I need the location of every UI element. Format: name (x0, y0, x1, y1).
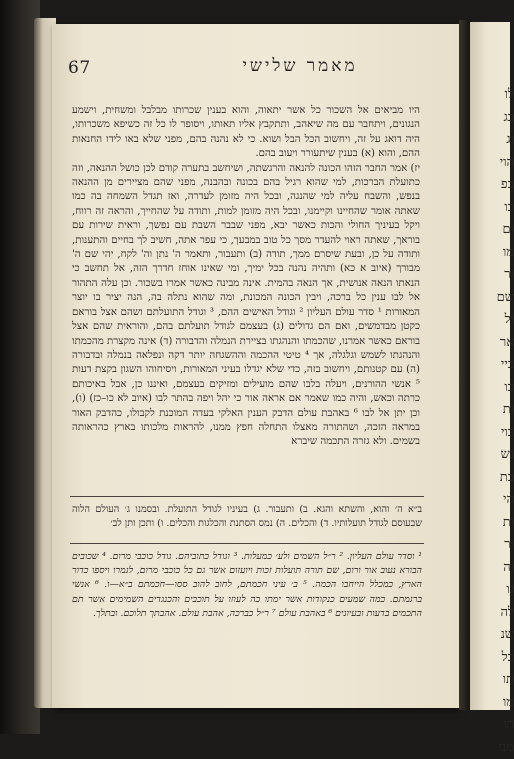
facing-page-fragment: הוי (474, 152, 514, 175)
facing-page-fragment: ור (474, 264, 514, 287)
facing-page-fragment: הי (474, 489, 514, 512)
facing-page-fragment: תו (474, 669, 514, 692)
footnotes: ¹ וסדר עולם העליון. ² ר״ל השמים ולע׳ כמעלות. ³ וגודל כתוביהם. גודל כוכבי מרום. ⁴ שכובים הבורא נעוב אור ורום, שם תורה תועלות זכות ויועזום אשר גם כל כוכבי מרום, לגמרו ויספו כדור הארץ, כמכלל הייחבו הכמה. ⁵ ב׳ עיני חכמתם, לחוב להוב ססו—חכמתם ב״א—ו. ⁶ אנשי ברגמתם. כמה שמעים כנקודות אשר ימתו כה לעוזו על תוכבים והכנגדים השמימים אשר תם התכמים בדעות ובעיונים ⁶ באהבת עולם ⁷ ר״ל כברכה, אהבת עולם. אהבתך תלוכם. ובתלך. (72, 550, 422, 621)
facing-page-fragment: מו (474, 692, 514, 715)
facing-page-fragment: בת (474, 467, 514, 490)
facing-page-fragment: לה (474, 602, 514, 625)
facing-page-fragment: הו (474, 714, 514, 737)
main-text (72, 104, 420, 450)
textual-variants: ב״א ה׳ והוא, והשתא והגא. ב) ותעבור. ג) בעיניו לגודל התועלת. ובסמנו ג׳ העולם הלוה שבעוסם לגודל תועלותיו. ד) והכלים. ה) נמס הסתנת והכלגות והכלים. ו) ותכן ותן לב׳ (72, 503, 422, 531)
facing-page-edge (470, 22, 510, 710)
facing-page-fragment: וג (474, 129, 514, 152)
facing-page-fragment: שם (474, 287, 514, 310)
paragraph-2: יז) אמר החבר הזהו הכונה להנאה והרגשתה, ושיחשב בתערה קודם לכן כושל ההנאה, וזה כתועלת הברכות, למי שהוא רגיל בהם בכונה ובהבנה, מפני שהם מציירים מן ההנאה בנפש, והשבח עליה למי שהנגה, ובכל היה מזומן לעדרה, ואז תגדל השמחה בה כמו שאתה אומר שהחיינו וקיימנו, ובכל היה מזומן למות, ותודה על שהחייך, והראה זה רווח, ויקל בעיניך החולי והכות כאשר יבא, מפני שבבר השבת עם נפשך, וראית שירות עם בוראך, שאתה ראוי להעדר מסך כל טוב במבעך, כי עפר אתה, חשיב לך בחיים והתענות, ותודה על כן, ובעת שיסרם ממך, תודה (ב) ותעבור, ותאמר ה' נתן וה' לקח, יהי שם ה' מבורך (איוב א כא) ותהיה נהנה בכל ימיך, ומי שאינו אוחז חדרך הזה, אל תחשב כי הנאתו הנאה אנושית, אך הנאה בהמית. אינה מבינה כאשר אמרו בשכור. וכן עלה התהור אל לבו ענין כל ברכה, ויבין הכונה המכונת, ומה שהוא נתלה בה, הנה יציר בו יוצר המאורות ¹ סדר עולם העליון ² וגודל האישים ההם, ³ וגודל התועלתם ושהם אצל בוראם כקטן מבדמשים, ואם הם גדולים (ג) בעצמם לגודל תועלתם בהם, והוראית שהם אצל בוראם כאשר אמרנו, שהכמתו והנהגתו בציירת הנמלה והדבורה (ד) אינה מקצרת מהכמתו והנהגתו לשמש וגלגלה, אך ⁴ טיטי ההכמה וההשגחה יותר דקה ונפלאה בנמלה ובדבורה (ה) עם קטנותם, ויחשוב בזה, כדי שלא יגדלו בעיני המאורות, ויסיחוהו השגון בקצת דעות ⁵ אנשי ההורנים, ויעלה בלבו שהם מועילים ומזיקים בעצמם, ואיננו כן, אבל באיכותם כרתה וכאש, והיה כמו שאמר אם אראה אור כי יהל ויפה בהתר לבו (איוב לא כו–כז) (ו), וכן יתן אל לבו ⁶ באהבת עולם הדבק הענין האלקי בעדה המוכנת לקבולו, כהדבק האור במראה הזכה, ושהתורה מאצלו התחלה חפץ ממנו, להראות מלכותו בארץ כהראותה בשמים. ולא גזרה התכמה שיברא (72, 162, 420, 450)
facing-page-fragment: ול (474, 309, 514, 332)
facing-page-fragment: כו (474, 377, 514, 400)
facing-page-fragment: נש (474, 444, 514, 467)
facing-page-fragment: לו (474, 84, 514, 107)
facing-page-fragment: בפ (474, 174, 514, 197)
facing-page-fragment: ום (474, 219, 514, 242)
divider-rule-notes (70, 543, 424, 544)
running-head: מאמר שלישי (210, 56, 390, 76)
facing-page-fragments (474, 84, 514, 759)
facing-page-fragment: מני (474, 737, 514, 759)
facing-page-fragment: בג (474, 107, 514, 130)
facing-page-fragment: שנ (474, 624, 514, 647)
facing-page-fragment: ות (474, 399, 514, 422)
facing-page-fragment: וה (474, 557, 514, 580)
facing-page-fragment: בוי (474, 422, 514, 445)
facing-page-fragment: אר (474, 332, 514, 355)
facing-page-fragment: ור (474, 534, 514, 557)
divider-rule (70, 496, 424, 497)
paragraph-1: היו מביאים אל השכור כל אשר יתאוה, והוא בענין שכרותו מבלבל ומשחית, וישמע הנגונים, ויתחבר עם מה שיאהב, ותתקבץ אליו תאותו, ויסופר לו כל זה כשיפא משכרותו, היה דואג על זה, ויחשוב הכל הבל ושוא. כי לא נהנה בהם, מפני שלא באו לידו החנאות ההם, והוא (א) בענין שיתעורר ויעוב בהם. (72, 104, 420, 162)
facing-page-fragment: ביי (474, 354, 514, 377)
page-number: 67 (68, 58, 91, 78)
facing-page-fragment: גו (474, 579, 514, 602)
facing-page-fragment: כו (474, 197, 514, 220)
facing-page-fragment: מו (474, 242, 514, 265)
facing-page-fragment: כל (474, 647, 514, 670)
facing-page-fragment: ות (474, 512, 514, 535)
